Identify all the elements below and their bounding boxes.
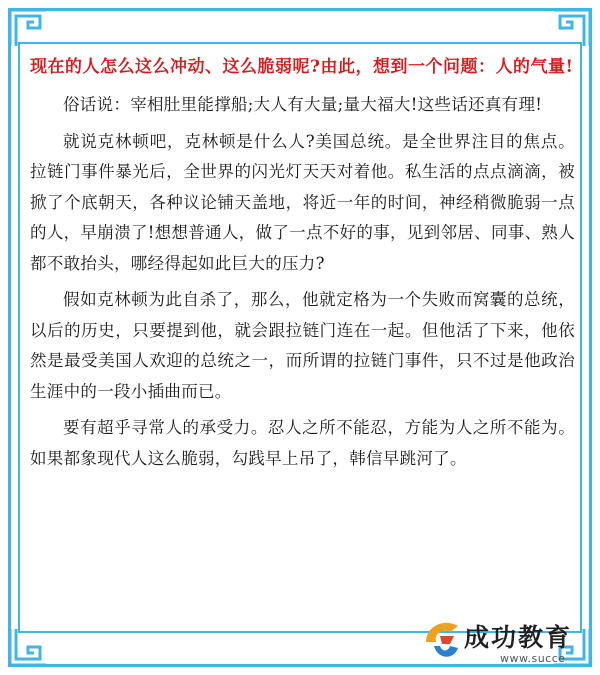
article: [30, 50, 575, 480]
article-paragraph: 就说克林顿吧，克林顿是什么人?美国总统。是全世界注目的焦点。拉链门事件暴光后，全世界的闪光灯天天对着他。私生活的点点滴滴，被掀了个底朝天，各种议论铺天盖地，将近一年的时间，神经稍微脆弱一点的人，早崩溃了!想想普通人，做了一点不好的事，见到邻居、同事、熟人都不敢抬头，哪经得起如此巨大的压力?: [30, 131, 575, 273]
article-paragraph: 俗话说：宰相肚里能撑船;大人有大量;量大福大!这些话还真有理!: [63, 95, 543, 114]
corner-ornament-top-left: [6, 6, 52, 52]
corner-ornament-top-right: [548, 6, 594, 52]
logo-mark-icon: [420, 616, 464, 668]
watermark-logo: [418, 614, 598, 674]
article-paragraph: 假如克林顿为此自杀了，那么，他就定格为一个失败而窝囊的总统，以后的历史，只要提到他，就会跟拉链门连在一起。但他活了下来，他依然是最受美国人欢迎的总统之一，而所谓的拉链门事件，只不过是他政治生涯中的一段小插曲而已。: [30, 290, 575, 401]
logo-url: www.succe: [500, 652, 566, 665]
logo-name: 成功教育: [464, 623, 573, 652]
article-heading: 现在的人怎么这么冲动、这么脆弱呢?由此，想到一个问题：人的气量!: [30, 57, 574, 77]
article-paragraph: 要有超乎寻常人的承受力。忍人之所不能忍，方能为人之所不能为。如果都象现代人这么脆弱，勾践早上吊了，韩信早跳河了。: [30, 418, 575, 468]
corner-ornament-bottom-left: [6, 623, 52, 669]
